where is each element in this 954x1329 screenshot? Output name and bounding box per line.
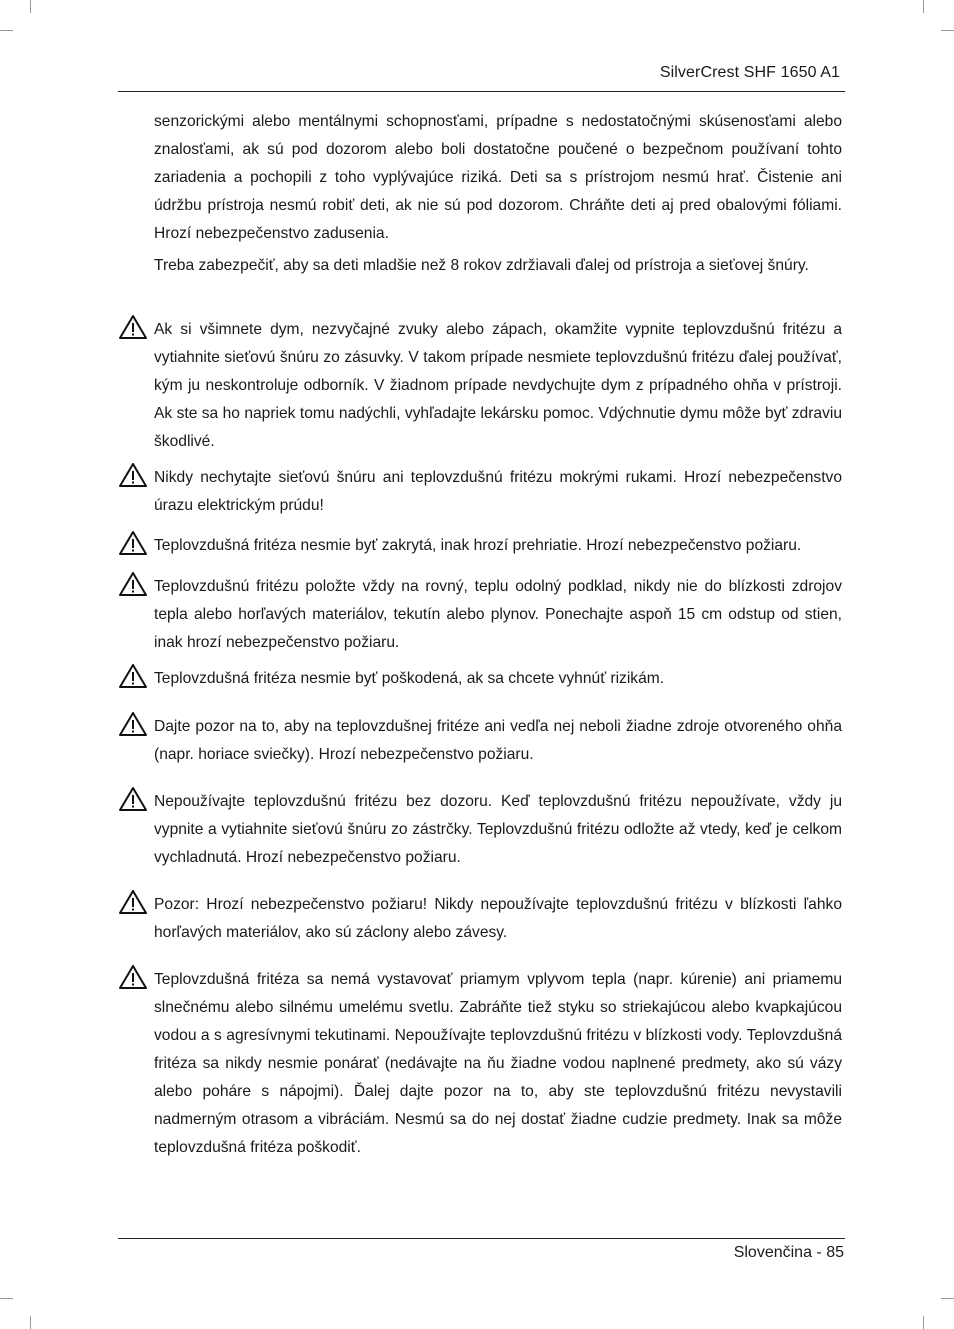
- page-header-title: SilverCrest SHF 1650 A1: [659, 64, 840, 81]
- page-footer: Slovenčina - 85: [733, 1244, 844, 1261]
- crop-mark: [0, 1298, 13, 1299]
- footer-rule: [118, 1238, 845, 1239]
- crop-mark: [941, 30, 954, 31]
- header-rule: [118, 91, 845, 92]
- body-paragraph: senzorickými alebo mentálnymi schopnosťami, prípadne s nedostatočnými skúsenosťami alebo znalosťami, ak sú pod dozorom alebo boli dostatočne poučené o bezpečnom používaní tohto zariadenia a pochopili z toho vyplývajúce riziká. Deti sa s prístrojom nesmú hrať. Čistenie ani údržbu prístroja nesmú robiť deti, ak nie sú pod dozorom. Chráňte deti aj pred obalovými fóliami. Hrozí nebezpečenstvo zadusenia.: [154, 113, 842, 242]
- warning-triangle-icon: [118, 786, 148, 812]
- warning-text: Teplovzdušnú fritézu položte vždy na rovný, teplu odolný podklad, nikdy nie do blízkosti zdrojov tepla alebo horľavých materiálov, tekutín alebo plynov. Ponechajte aspoň 15 cm odstup od stien, inak hrozí nebezpečenstvo požiaru.: [154, 578, 842, 651]
- crop-mark: [923, 1316, 924, 1329]
- crop-mark: [923, 0, 924, 13]
- body-paragraph: Treba zabezpečiť, aby sa deti mladšie než 8 rokov zdržiavali ďalej od prístroja a sieťovej šnúry.: [154, 257, 809, 274]
- warning-triangle-icon: [118, 663, 148, 689]
- warning-text: Teplovzdušná fritéza nesmie byť zakrytá, inak hrozí prehriatie. Hrozí nebezpečenstvo požiaru.: [154, 537, 802, 554]
- warning-triangle-icon: [118, 530, 148, 556]
- warning-text: Nepoužívajte teplovzdušnú fritézu bez dozoru. Keď teplovzdušnú fritézu nepoužívate, vždy ju vypnite a vytiahnite sieťovú šnúru zo zástrčky. Teplovzdušnú fritézu odložte až vtedy, keď je celkom vychladnutá. Hrozí nebezpečenstvo požiaru.: [154, 793, 842, 866]
- warning-text: Pozor: Hrozí nebezpečenstvo požiaru! Nikdy nepoužívajte teplovzdušnú fritézu v blízkosti ľahko horľavých materiálov, ako sú záclony alebo závesy.: [154, 896, 842, 941]
- crop-mark: [30, 1316, 31, 1329]
- warning-text: Ak si všimnete dym, nezvyčajné zvuky alebo zápach, okamžite vypnite teplovzdušnú fritézu a vytiahnite sieťovú šnúru zo zásuvky. V takom prípade nesmiete teplovzdušnú fritézu ďalej používať, kým ju neskontroluje odborník. V žiadnom prípade nevdychujte dym z prípadného ohňa v prístroji. Ak ste sa ho napriek tomu nadýchli, vyhľadajte lekársku pomoc. Vdýchnutie dymu môže byť zdraviu škodlivé.: [154, 321, 842, 450]
- warning-triangle-icon: [118, 889, 148, 915]
- warning-triangle-icon: [118, 314, 148, 340]
- warning-triangle-icon: [118, 571, 148, 597]
- crop-mark: [30, 0, 31, 13]
- warning-triangle-icon: [118, 462, 148, 488]
- warning-text: Nikdy nechytajte sieťovú šnúru ani teplovzdušnú fritézu mokrými rukami. Hrozí nebezpečenstvo úrazu elektrickým prúdu!: [154, 469, 842, 514]
- crop-mark: [0, 30, 13, 31]
- warning-text: Teplovzdušná fritéza nesmie byť poškodená, ak sa chcete vyhnúť rizikám.: [154, 670, 665, 687]
- warning-text: Dajte pozor na to, aby na teplovzdušnej fritéze ani vedľa nej neboli žiadne zdroje otvoreného ohňa (napr. horiace sviečky). Hrozí nebezpečenstvo požiaru.: [154, 718, 842, 763]
- warning-text: Teplovzdušná fritéza sa nemá vystavovať priamym vplyvom tepla (napr. kúrenie) ani priamemu slnečnému alebo silnému umelému svetlu. Zabráňte tiež styku so striekajúcou alebo kvapkajúcou vodou a s agresívnymi tekutinami. Nepoužívajte teplovzdušnú fritézu v blízkosti vody. Teplovzdušná fritéza sa nikdy nesmie ponárať (nedávajte na ňu žiadne vodou naplnené predmety, ako sú vázy alebo poháre s nápojmi). Ďalej dajte pozor na to, aby ste teplovzdušnú fritézu nevystavili nadmerným otrasom a vibráciám. Nesmú sa do nej dostať žiadne cudzie predmety. Inak sa môže teplovzdušná fritéza poškodiť.: [154, 971, 842, 1156]
- warning-triangle-icon: [118, 964, 148, 990]
- warning-triangle-icon: [118, 711, 148, 737]
- crop-mark: [941, 1298, 954, 1299]
